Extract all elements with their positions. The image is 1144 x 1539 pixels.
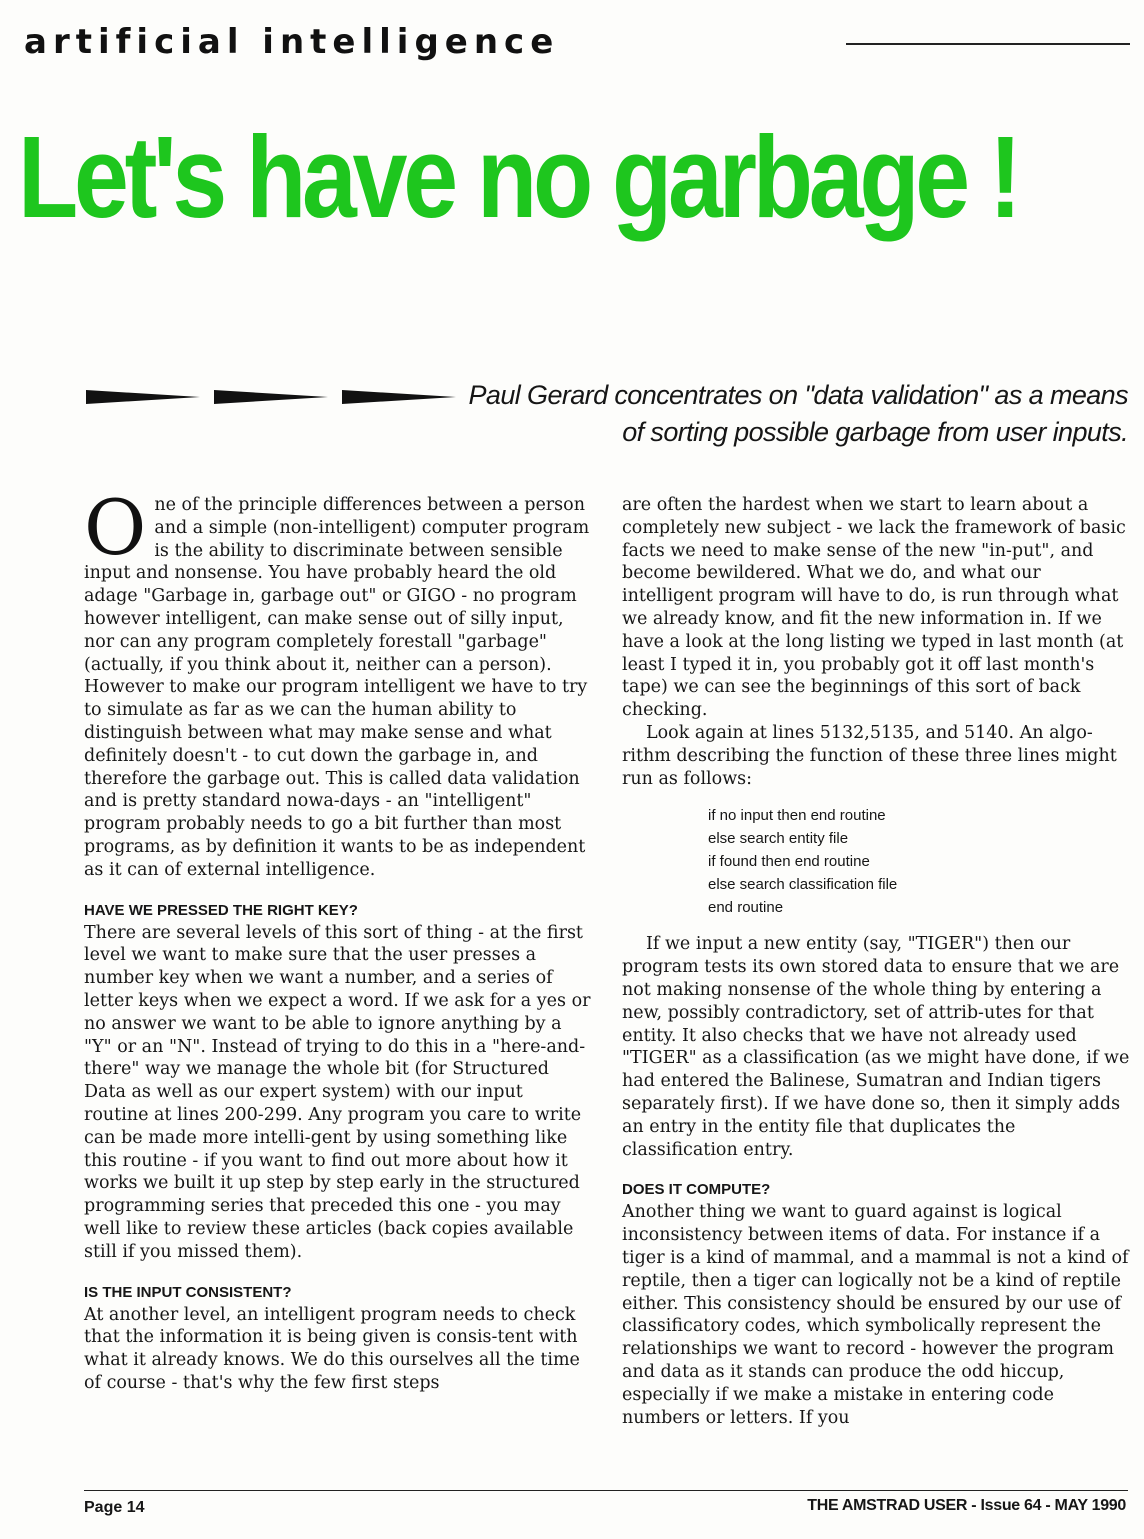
intro-paragraph [84,483,592,882]
subhead-input-consistent: IS THE INPUT CONSISTENT? [84,1283,292,1301]
body-paragraph: At another level, an intelligent program needs to check that the information it is being given is consis-tent with what it already knows. We do this ourselves all the time of course - that's why the few first steps [84,1304,580,1393]
algorithm-line: else search entity file [708,830,849,848]
standfirst-line: Paul Gerard concentrates on "data validation" as a means [468,380,1128,410]
arrow-icon [214,390,328,404]
arrow-icon [342,390,456,404]
drop-cap: O [84,483,147,572]
standfirst [448,377,1128,451]
intro-text: ne of the principle differences between a person and a simple (non-intelligent) computer program is the ability to discriminate between sensible input and nonsense. You have probably heard the old adage "Garbage in, garbage out" or GIGO - no program however intelligent, can make sense out of silly input, nor can any program completely forestall "garbage" (actually, if you think about it, neither can a person). However to make our program intelligent we have to try to simulate as far as we can the human ability to distinguish between what may make sense and what definitely doesn't - to cut down the garbage in, and therefore the garbage out. This is called data validation and is pretty standard nowa-days - an "intelligent" program probably needs to go a bit further than most programs, as by definition it wants to be as independent as it can of external intelligence. [84,495,590,880]
section-tag: artificial intelligence [24,22,560,62]
algorithm-line: end routine [708,899,784,917]
body-paragraph: If we input a new entity (say, "TIGER") then our program tests its own stored data to ensure that we are not making nonsense of the whole thing by entering a new, possibly contradictory, set of attrib-utes for that entity. It also checks that we have not already used "TIGER" as a classification (as we might have done, if we had entered the Balinese, Sumatran and Indian tigers separately first). If we have done so, then it simply adds an entry in the entity file that duplicates the classification entry. [622,934,1130,1160]
arrow-icon [86,390,200,404]
article-column-right [622,494,1130,1429]
page-number: Page 14 [84,1499,145,1516]
subhead-does-it-compute: DOES IT COMPUTE? [622,1181,771,1199]
headline: Let's have no garbage ! [18,112,1018,242]
body-paragraph: There are several levels of this sort of thing - at the first level we want to make sure that the user presses a number key when we want a number, and a series of letter keys when we expect a word. If we ask for a yes or no answer we want to be able to ignore anything by a "Y" or an "N". Instead of trying to do this in a "here-and-there" way we manage the whole bit (for Structured Data as well as our expert system) with our input routine at lines 200-299. Any program you care to write can be made more intelli-gent by using something like this routine - if you want to find out more about how it works we built it up step by step early in the structured programming series that preceded this one - you may well like to review these articles (back copies available still if you missed them). [84,922,591,1262]
magazine-issue: THE AMSTRAD USER - Issue 64 - MAY 1990 [807,1497,1126,1514]
footer-rule [84,1490,1128,1491]
algorithm-listing [708,804,1130,919]
body-paragraph: Look again at lines 5132,5135, and 5140. An algo-rithm describing the function of these three lines might run as follows: [622,722,1117,789]
section-rule [846,43,1130,45]
algorithm-line: else search classification file [708,876,898,894]
subhead-right-key: HAVE WE PRESSED THE RIGHT KEY? [84,901,358,919]
body-paragraph: Another thing we want to guard against is logical inconsistency between items of data. For instance if a tiger is a kind of mammal, and a mammal is not a kind of reptile, then a tiger can logically not be a kind of reptile either. This consistency should be ensured by our use of classificatory codes, which symbolically represent the relationships we want to record - however the program and data as it stands can produce the odd hiccup, especially if we make a mistake in entering code numbers or letters. If you [622,1202,1129,1428]
article-column-left [84,483,592,1395]
arrow-icons [86,384,458,410]
algorithm-line: if no input then end routine [708,807,886,825]
algorithm-line: if found then end routine [708,853,870,871]
body-paragraph: are often the hardest when we start to learn about a completely new subject - we lack the framework of basic facts we need to make sense of the new "in-put", and become bewildered. What we do, and what our intelligent program will have to do, is run through what we already know, and fit the new information in. If we have a look at the long listing we typed in last month (at least I typed it in, you probably got it off last month's tape) we can see the beginnings of this sort of back checking. [622,495,1126,721]
standfirst-line: of sorting possible garbage from user inputs. [622,417,1128,447]
